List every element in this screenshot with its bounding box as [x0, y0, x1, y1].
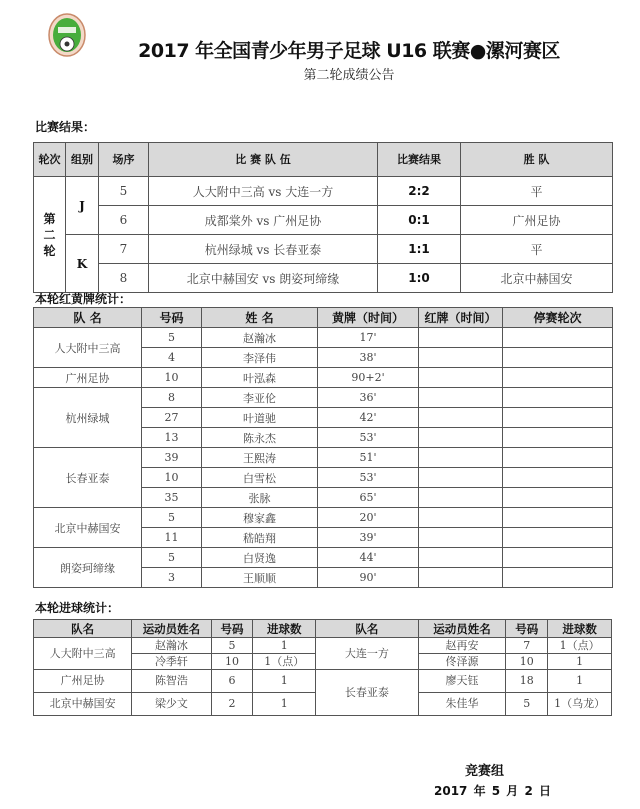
- player-cell: 冷季轩: [132, 654, 211, 670]
- header-seq: 场序: [99, 143, 149, 177]
- cards-table: [33, 307, 613, 588]
- page-subtitle: 第二轮成绩公告: [303, 68, 395, 83]
- table-row: [34, 177, 613, 206]
- number-cell: 35: [142, 488, 202, 508]
- name-cell: 张脉: [202, 488, 318, 508]
- header-yellow: 黄牌（时间）: [318, 308, 419, 328]
- score-cell: 0:1: [378, 206, 461, 235]
- yellow-cell: 51': [318, 448, 419, 468]
- goals-table: [33, 619, 612, 716]
- teams-cell: 杭州绿城 vs 长春亚泰: [149, 235, 378, 264]
- number-cell: 7: [506, 638, 548, 654]
- yellow-cell: 53': [318, 468, 419, 488]
- header-goals: 进球数: [548, 620, 612, 638]
- header-round: 轮次: [34, 143, 66, 177]
- red-cell: [419, 368, 503, 388]
- round-cell: 第二轮: [34, 177, 66, 293]
- number-cell: 11: [142, 528, 202, 548]
- player-cell: 赵瀚冰: [132, 638, 211, 654]
- table-row: [34, 235, 613, 264]
- team-cell: 人大附中三高: [34, 328, 142, 368]
- number-cell: 5: [142, 548, 202, 568]
- suspension-cell: [503, 328, 613, 348]
- header-number: 号码: [142, 308, 202, 328]
- red-cell: [419, 508, 503, 528]
- team-cell: 长春亚泰: [316, 670, 418, 716]
- team-cell: 大连一方: [316, 638, 418, 670]
- table-row: [34, 206, 613, 235]
- red-cell: [419, 408, 503, 428]
- announcement-date: 2017 年 5 月 2 日: [434, 784, 551, 798]
- suspension-cell: [503, 568, 613, 588]
- yellow-cell: 17': [318, 328, 419, 348]
- number-cell: 27: [142, 408, 202, 428]
- header-team: 队名: [316, 620, 418, 638]
- yellow-cell: 90': [318, 568, 419, 588]
- header-number: 号码: [211, 620, 253, 638]
- team-cell: 北京中赫国安: [34, 693, 132, 716]
- winner-cell: 平: [461, 235, 613, 264]
- number-cell: 3: [142, 568, 202, 588]
- seq-cell: 8: [99, 264, 149, 293]
- suspension-cell: [503, 368, 613, 388]
- group-cell: K: [66, 235, 99, 293]
- header-number: 号码: [506, 620, 548, 638]
- red-cell: [419, 428, 503, 448]
- suspension-cell: [503, 388, 613, 408]
- name-cell: 叶泓森: [202, 368, 318, 388]
- red-cell: [419, 448, 503, 468]
- red-cell: [419, 488, 503, 508]
- table-row: [34, 670, 612, 693]
- table-row: [34, 508, 613, 528]
- header-player: 运动员姓名: [132, 620, 211, 638]
- table-row: [34, 448, 613, 468]
- seq-cell: 6: [99, 206, 149, 235]
- player-cell: 佟泽源: [418, 654, 506, 670]
- player-cell: 梁少文: [132, 693, 211, 716]
- team-cell: 人大附中三高: [34, 638, 132, 670]
- suspension-cell: [503, 428, 613, 448]
- header-group: 组别: [66, 143, 99, 177]
- name-cell: 李泽伟: [202, 348, 318, 368]
- number-cell: 13: [142, 428, 202, 448]
- goals-cell: 1: [253, 670, 316, 693]
- header-name: 姓 名: [202, 308, 318, 328]
- player-cell: 朱佳华: [418, 693, 506, 716]
- table-header-row: [34, 620, 612, 638]
- name-cell: 王顺顺: [202, 568, 318, 588]
- team-cell: 广州足协: [34, 670, 132, 693]
- number-cell: 10: [211, 654, 253, 670]
- winner-cell: 广州足协: [461, 206, 613, 235]
- name-cell: 叶道驰: [202, 408, 318, 428]
- name-cell: 嵇皓翔: [202, 528, 318, 548]
- red-cell: [419, 348, 503, 368]
- table-row: [34, 548, 613, 568]
- red-cell: [419, 528, 503, 548]
- team-cell: 杭州绿城: [34, 388, 142, 448]
- suspension-cell: [503, 468, 613, 488]
- team-cell: 广州足协: [34, 368, 142, 388]
- number-cell: 5: [142, 508, 202, 528]
- page-title: 2017 年全国青少年男子足球 U16 联赛●漯河赛区: [138, 40, 560, 62]
- yellow-cell: 53': [318, 428, 419, 448]
- team-cell: 长春亚泰: [34, 448, 142, 508]
- number-cell: 10: [506, 654, 548, 670]
- yellow-cell: 65': [318, 488, 419, 508]
- player-cell: 赵再安: [418, 638, 506, 654]
- table-row: [34, 388, 613, 408]
- teams-cell: 成都棠外 vs 广州足协: [149, 206, 378, 235]
- winner-cell: 北京中赫国安: [461, 264, 613, 293]
- number-cell: 10: [142, 468, 202, 488]
- red-cell: [419, 328, 503, 348]
- yellow-cell: 42': [318, 408, 419, 428]
- suspension-cell: [503, 548, 613, 568]
- red-cell: [419, 468, 503, 488]
- suspension-cell: [503, 348, 613, 368]
- header-red: 红牌（时间）: [419, 308, 503, 328]
- header-goals: 进球数: [253, 620, 316, 638]
- number-cell: 5: [142, 328, 202, 348]
- suspension-cell: [503, 528, 613, 548]
- table-row: [34, 264, 613, 293]
- header-teams: 比 赛 队 伍: [149, 143, 378, 177]
- goals-cell: 1: [548, 670, 612, 693]
- suspension-cell: [503, 488, 613, 508]
- header-team: 队 名: [34, 308, 142, 328]
- yellow-cell: 20': [318, 508, 419, 528]
- yellow-cell: 39': [318, 528, 419, 548]
- header-winner: 胜 队: [461, 143, 613, 177]
- name-cell: 穆家鑫: [202, 508, 318, 528]
- teams-cell: 北京中赫国安 vs 朗姿珂缔缘: [149, 264, 378, 293]
- name-cell: 李亚伦: [202, 388, 318, 408]
- suspension-cell: [503, 448, 613, 468]
- table-row: [34, 328, 613, 348]
- number-cell: 5: [506, 693, 548, 716]
- goals-cell: 1（点）: [253, 654, 316, 670]
- red-cell: [419, 388, 503, 408]
- goals-cell: 1: [253, 693, 316, 716]
- name-cell: 白贤逸: [202, 548, 318, 568]
- table-row: [34, 368, 613, 388]
- red-cell: [419, 548, 503, 568]
- number-cell: 2: [211, 693, 253, 716]
- number-cell: 5: [211, 638, 253, 654]
- goals-cell: 1（点）: [548, 638, 612, 654]
- yellow-cell: 38': [318, 348, 419, 368]
- goals-section-label: 本轮进球统计：: [35, 601, 120, 615]
- player-cell: 陈智浩: [132, 670, 211, 693]
- goals-cell: 1（乌龙）: [548, 693, 612, 716]
- score-cell: 1:1: [378, 235, 461, 264]
- yellow-cell: 90+2': [318, 368, 419, 388]
- organizer-signature: 竞赛组: [465, 764, 505, 779]
- goals-cell: 1: [253, 638, 316, 654]
- header-score: 比赛结果: [378, 143, 461, 177]
- group-cell: J: [66, 177, 99, 235]
- name-cell: 白雪松: [202, 468, 318, 488]
- seq-cell: 7: [99, 235, 149, 264]
- number-cell: 8: [142, 388, 202, 408]
- number-cell: 4: [142, 348, 202, 368]
- winner-cell: 平: [461, 177, 613, 206]
- number-cell: 10: [142, 368, 202, 388]
- header-team: 队名: [34, 620, 132, 638]
- number-cell: 39: [142, 448, 202, 468]
- suspension-cell: [503, 508, 613, 528]
- yellow-cell: 36': [318, 388, 419, 408]
- score-cell: 2:2: [378, 177, 461, 206]
- table-header-row: [34, 308, 613, 328]
- teams-cell: 人大附中三高 vs 大连一方: [149, 177, 378, 206]
- yellow-cell: 44': [318, 548, 419, 568]
- score-cell: 1:0: [378, 264, 461, 293]
- team-cell: 朗姿珂缔缘: [34, 548, 142, 588]
- suspension-cell: [503, 408, 613, 428]
- number-cell: 6: [211, 670, 253, 693]
- name-cell: 陈永杰: [202, 428, 318, 448]
- table-header-row: [34, 143, 613, 177]
- results-section-label: 比赛结果：: [35, 120, 96, 134]
- red-cell: [419, 568, 503, 588]
- table-row: [34, 638, 612, 654]
- name-cell: 赵瀚冰: [202, 328, 318, 348]
- number-cell: 18: [506, 670, 548, 693]
- cards-section-label: 本轮红黄牌统计：: [35, 292, 132, 306]
- header-suspension: 停赛轮次: [503, 308, 613, 328]
- seq-cell: 5: [99, 177, 149, 206]
- match-results-table: [33, 142, 613, 293]
- team-cell: 北京中赫国安: [34, 508, 142, 548]
- header-player: 运动员姓名: [418, 620, 506, 638]
- goals-cell: 1: [548, 654, 612, 670]
- name-cell: 王熙涛: [202, 448, 318, 468]
- player-cell: 廖天钰: [418, 670, 506, 693]
